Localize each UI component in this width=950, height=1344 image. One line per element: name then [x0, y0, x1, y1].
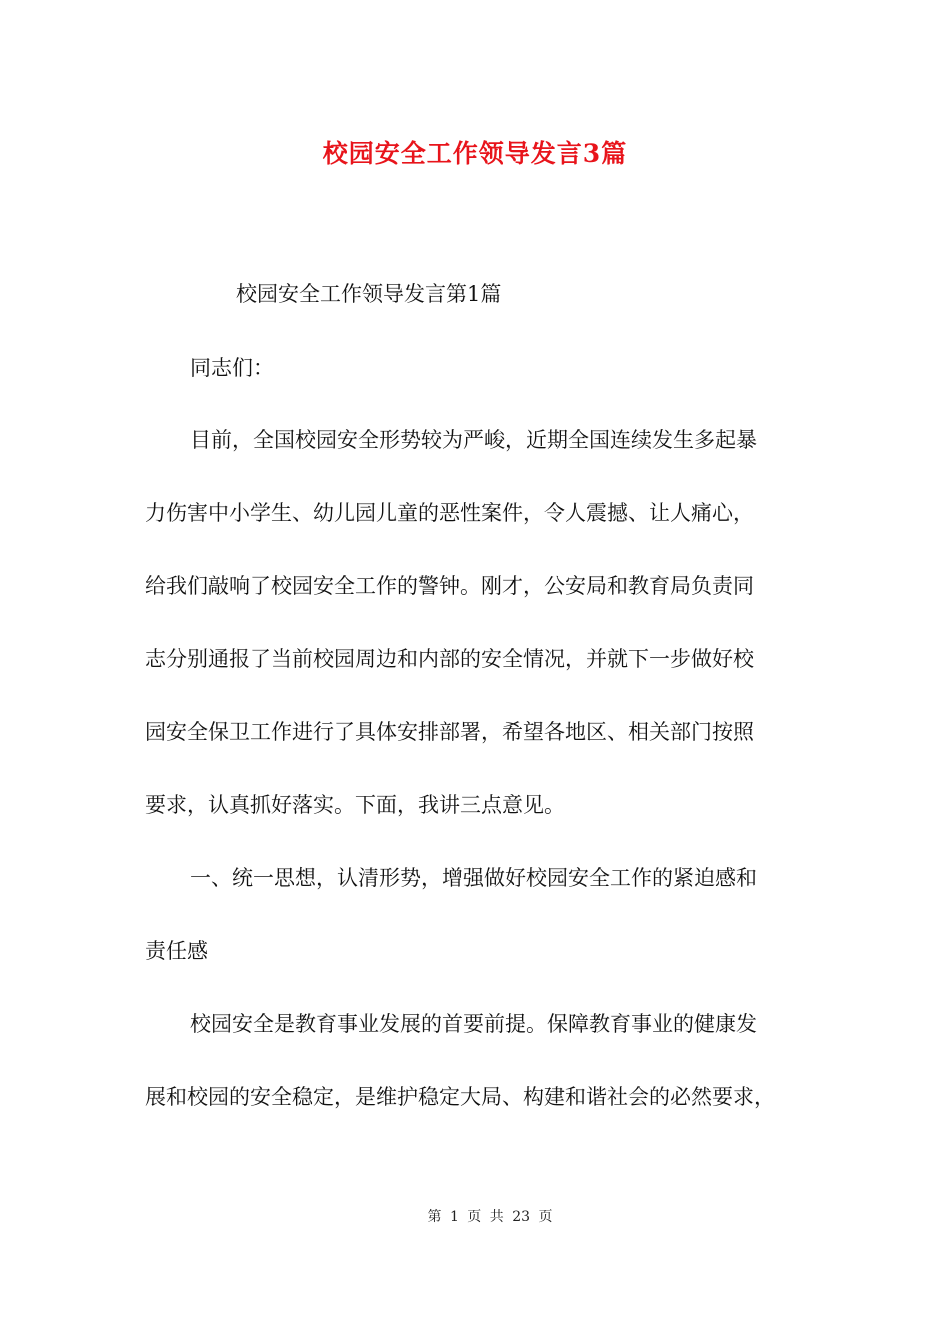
- section-subtitle: 校园安全工作领导发言第1篇: [236, 282, 502, 306]
- heading-line-1: 一、统一思想，认清形势，增强做好校园安全工作的紧迫感和: [190, 866, 757, 890]
- body-line-3: 给我们敲响了校园安全工作的警钟。刚才，公安局和教育局负责同: [145, 574, 754, 598]
- body-line-5: 园安全保卫工作进行了具体安排部署，希望各地区、相关部门按照: [145, 720, 754, 744]
- body-line-8: 展和校园的安全稳定，是维护稳定大局、构建和谐社会的必然要求，: [145, 1085, 775, 1109]
- salutation: 同志们：: [190, 356, 274, 380]
- body-line-7: 校园安全是教育事业发展的首要前提。保障教育事业的健康发: [190, 1012, 757, 1036]
- body-line-2: 力伤害中小学生、幼儿园儿童的恶性案件，令人震撼、让人痛心，: [145, 501, 754, 525]
- body-line-1: 目前，全国校园安全形势较为严峻，近期全国连续发生多起暴: [190, 428, 757, 452]
- document-title: 校园安全工作领导发言3篇: [322, 139, 628, 168]
- heading-line-2: 责任感: [145, 939, 208, 963]
- page-number-footer: 第 1 页 共 23 页: [427, 1209, 553, 1225]
- body-line-6: 要求，认真抓好落实。下面，我讲三点意见。: [145, 793, 565, 817]
- body-line-4: 志分别通报了当前校园周边和内部的安全情况，并就下一步做好校: [145, 647, 754, 671]
